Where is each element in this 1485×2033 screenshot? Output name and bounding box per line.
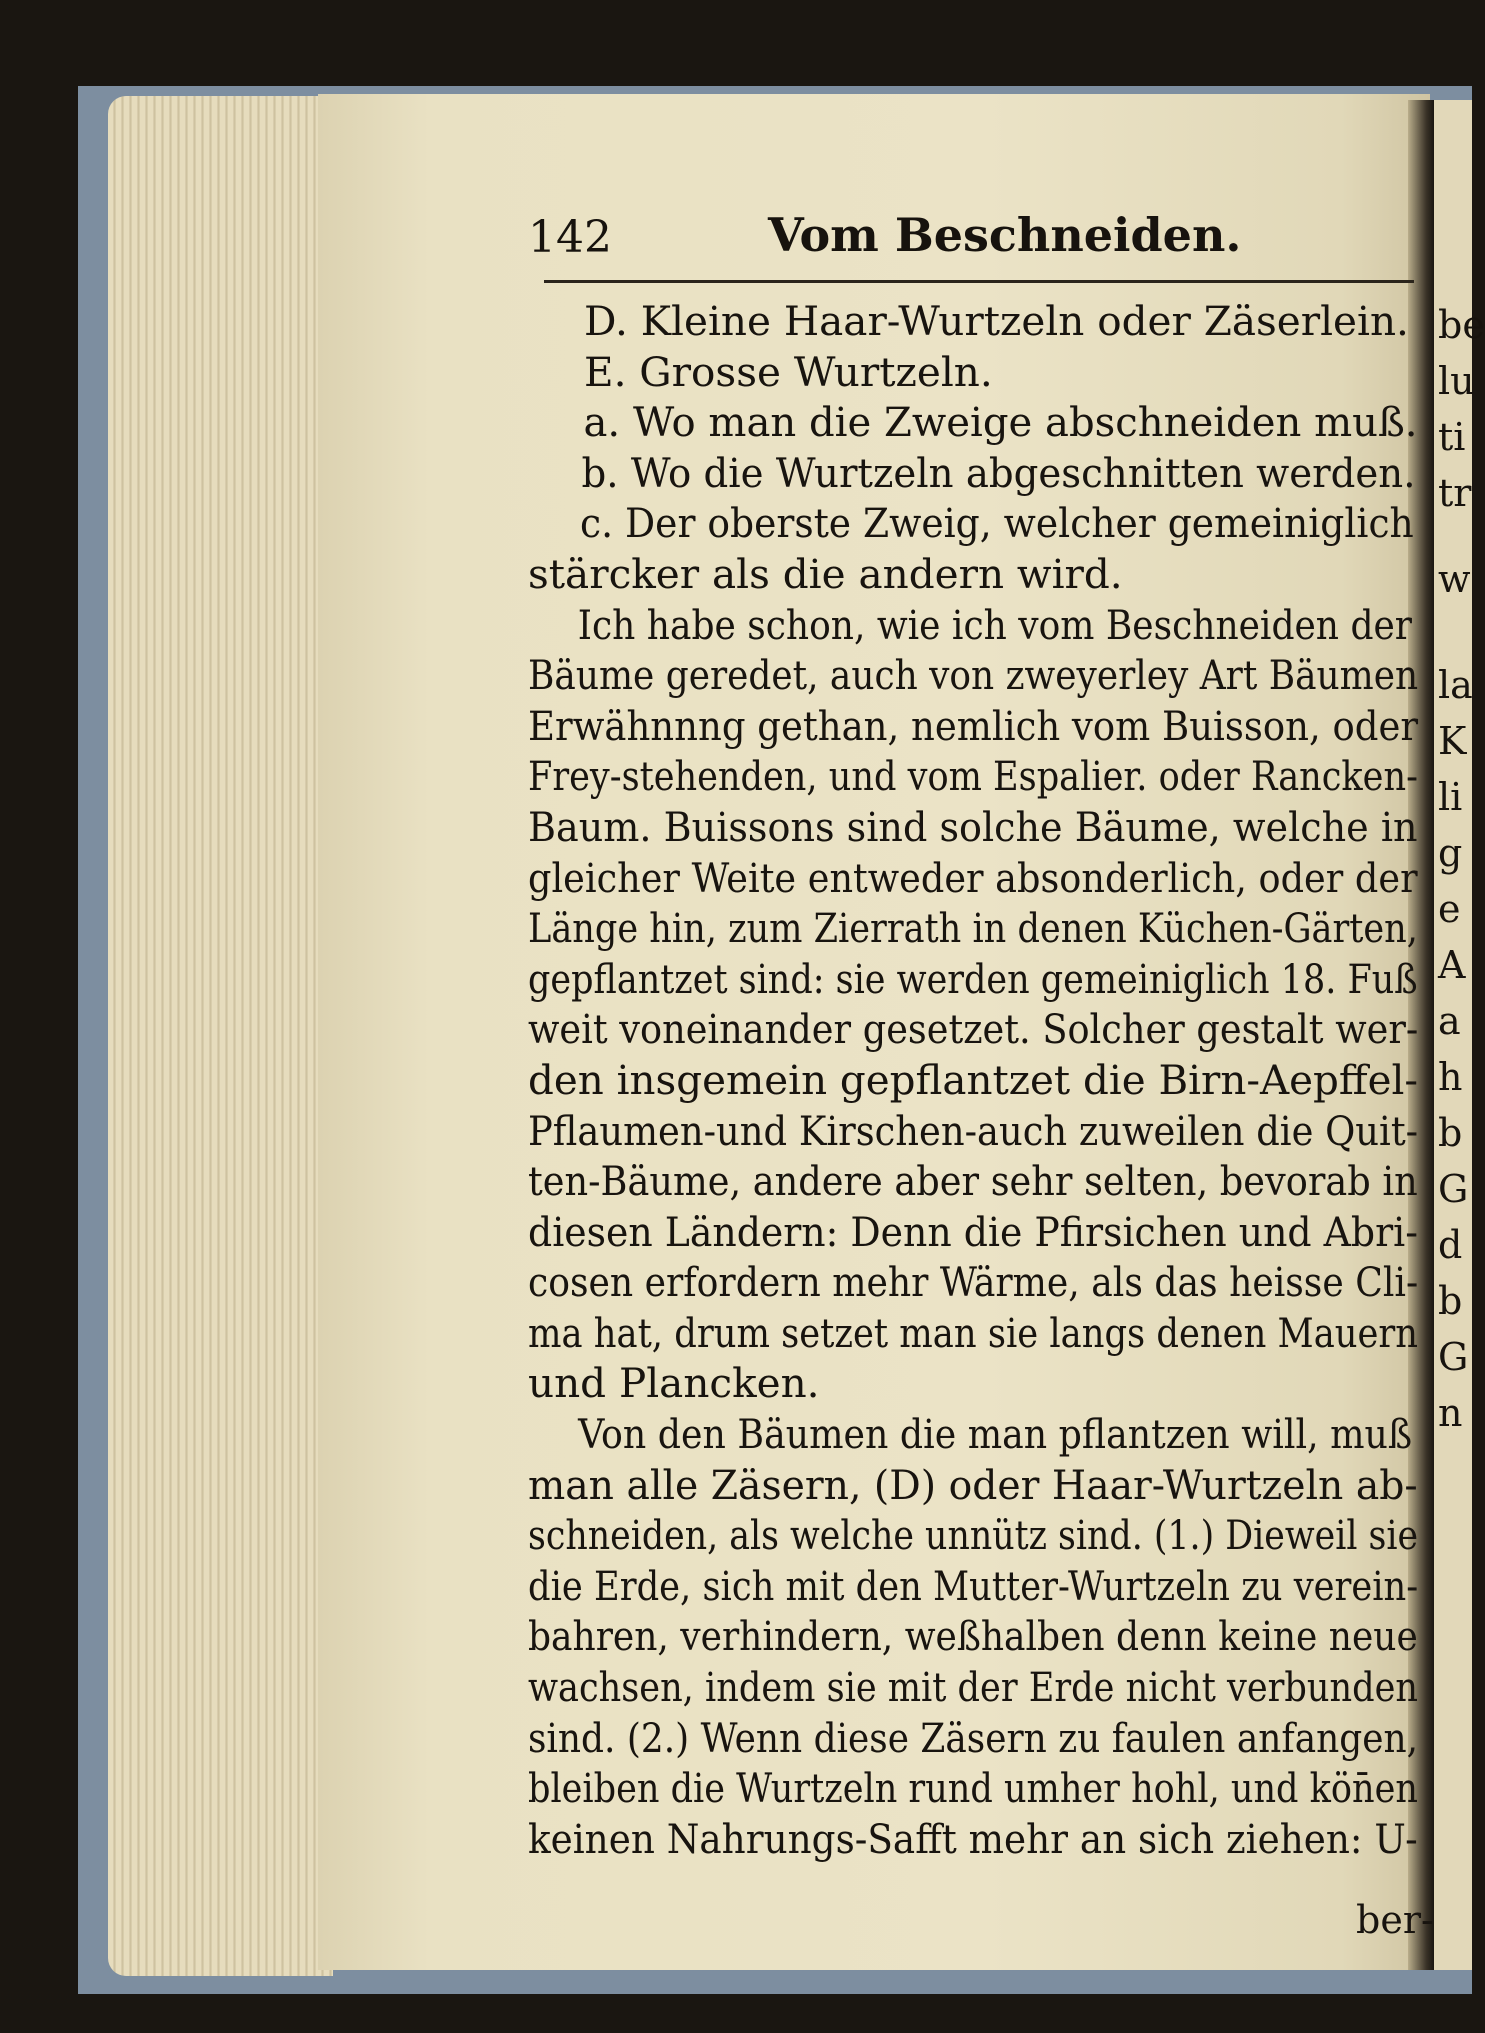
text-line: gepflantzet sind: sie werden gemeiniglich 18. Fuß xyxy=(528,954,1418,1003)
running-head: Vom Beschneiden. xyxy=(768,208,1242,262)
text-line: Länge hin, zum Zierrath in denen Küchen-Gärten, xyxy=(528,904,1418,953)
paragraph-first-line: Ich habe schon, wie ich vom Beschneiden der xyxy=(577,600,1413,649)
facing-page-fragment: K xyxy=(1438,719,1467,763)
paragraph-first-line: Von den Bäumen die man pflantzen will, muß xyxy=(578,1410,1413,1459)
text-line: Erwähnnng gethan, nemlich vom Buisson, oder xyxy=(528,701,1419,750)
catchword: ber- xyxy=(1356,1898,1434,1942)
facing-page-fragment: e xyxy=(1438,887,1461,931)
text-line: man alle Zäsern, (D) oder Haar-Wurtzeln ab- xyxy=(528,1460,1418,1509)
facing-page-fragment: h xyxy=(1438,1055,1463,1099)
text-line: Bäume geredet, auch von zweyerley Art Bäumen xyxy=(528,651,1419,700)
facing-page-fragment: g xyxy=(1438,831,1463,875)
text-line: stärcker als die andern wird. xyxy=(528,549,1123,598)
text-line: bahren, verhindern, weßhalben denn keine neue xyxy=(528,1612,1418,1661)
text-line: Baum. Buissons sind solche Bäume, welche in xyxy=(528,802,1418,851)
text-line: schneiden, als welche unnütz sind. (1.) Dieweil sie xyxy=(528,1511,1419,1560)
facing-page-fragment: n xyxy=(1438,1391,1463,1435)
text-line: wachsen, indem sie mit der Erde nicht verbunden xyxy=(528,1663,1418,1712)
facing-page-fragment: tr xyxy=(1438,471,1472,515)
legend-line: a. Wo man die Zweige abschneiden muß. xyxy=(583,398,1418,447)
text-line: Pflaumen-und Kirschen-auch zuweilen die Quit- xyxy=(528,1106,1419,1155)
legend-line: c. Der oberste Zweig, welcher gemeiniglich xyxy=(580,499,1414,548)
facing-page-fragment: w xyxy=(1438,557,1471,601)
facing-page-fragment: a xyxy=(1438,999,1461,1043)
text-line: diesen Ländern: Denn die Pfirsichen und Abri- xyxy=(528,1207,1419,1256)
legend-line: D. Kleine Haar-Wurtzeln oder Zäserlein. xyxy=(584,297,1409,345)
facing-page-fragment: b xyxy=(1438,1279,1463,1323)
facing-page-fragment: ti xyxy=(1438,415,1466,459)
facing-page-fragment: li xyxy=(1438,775,1463,819)
header-rule xyxy=(544,280,1414,283)
text-line: keinen Nahrungs-Safft mehr an sich ziehen: U- xyxy=(528,1814,1418,1863)
legend-line: b. Wo die Wurtzeln abgeschnitten werden. xyxy=(581,448,1416,497)
text-line: ma hat, drum setzet man sie langs denen Mauern xyxy=(528,1308,1419,1357)
text-line: ten-Bäume, andere aber sehr selten, bevorab in xyxy=(528,1157,1418,1206)
facing-page-fragment: G xyxy=(1438,1335,1469,1379)
text-line: cosen erfordern mehr Wärme, als das heisse Cli- xyxy=(528,1258,1419,1307)
page-number: 142 xyxy=(528,212,612,263)
text-line: sind. (2.) Wenn diese Zäsern zu faulen anfangen, xyxy=(528,1713,1419,1762)
facing-page-edge xyxy=(1434,100,1485,1970)
legend-line: E. Grosse Wurtzeln. xyxy=(584,347,993,396)
page-edges xyxy=(108,96,333,1976)
facing-page-fragment: d xyxy=(1438,1223,1463,1267)
text-line: den insgemein gepflantzet die Birn-Aepffel- xyxy=(528,1055,1419,1104)
facing-page-fragment: be xyxy=(1438,303,1485,347)
text-line: die Erde, sich mit den Mutter-Wurtzeln zu verein- xyxy=(528,1561,1419,1610)
facing-page-fragment: la xyxy=(1438,663,1473,707)
text-line: Frey-stehenden, und vom Espalier. oder Rancken- xyxy=(528,752,1418,801)
facing-page-fragment: G xyxy=(1438,1167,1469,1211)
text-line: bleiben die Wurtzeln rund umher hohl, und kön̄en xyxy=(528,1764,1418,1813)
body-text xyxy=(528,296,1418,1864)
facing-page-fragment: A xyxy=(1438,943,1466,987)
text-line: gleicher Weite entweder absonderlich, oder der xyxy=(528,853,1418,902)
facing-page-fragment: lu xyxy=(1438,359,1475,403)
text-line: weit voneinander gesetzet. Solcher gestalt wer- xyxy=(528,1005,1419,1054)
text-line: und Plancken. xyxy=(528,1359,820,1408)
facing-page-fragment: b xyxy=(1438,1111,1463,1155)
